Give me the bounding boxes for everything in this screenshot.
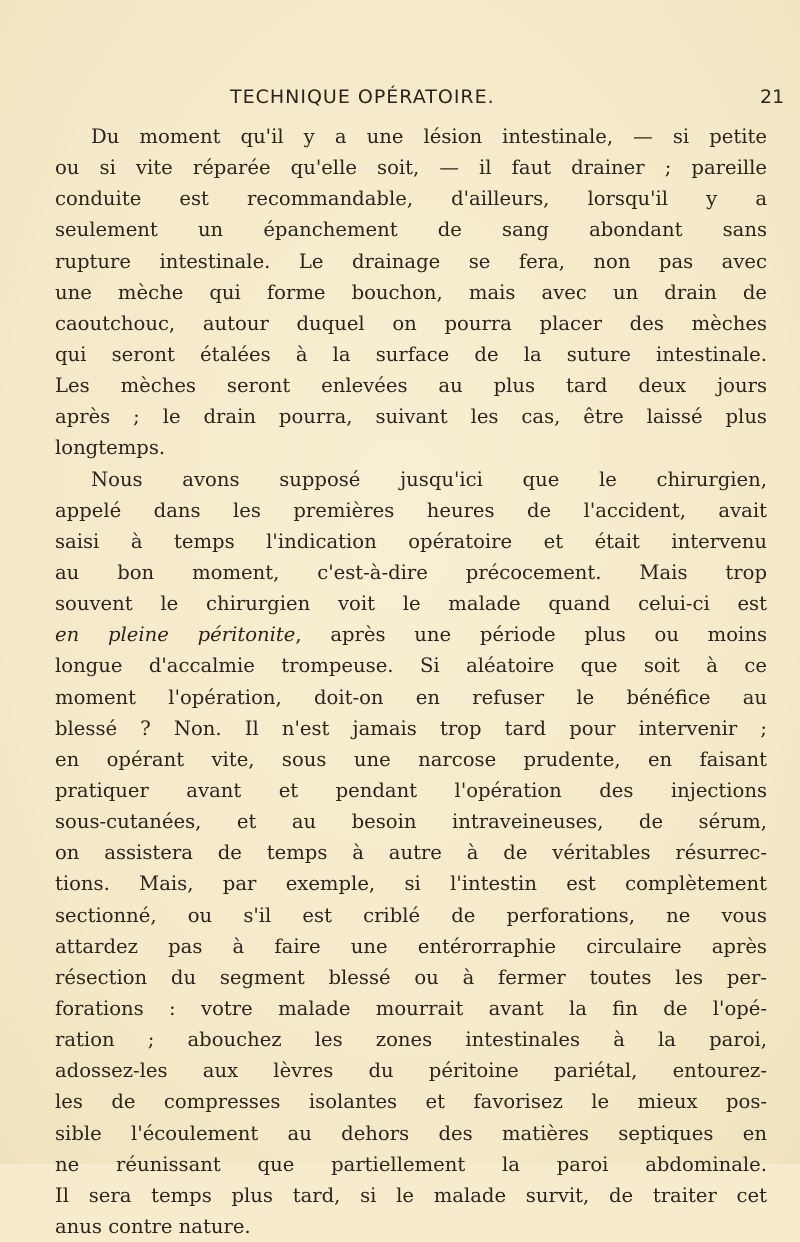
text-line: forations : votre malade mourrait avant la fin de l'opé-	[55, 996, 767, 1020]
text-line: souvent le chirurgien voit le malade quand celui-ci est	[55, 592, 767, 616]
text-line: au bon moment, c'est-à-dire précocement. Mais trop	[55, 560, 767, 584]
text-line: sous-cutanées, et au besoin intraveineuses, de sérum,	[55, 810, 767, 834]
text-line: appelé dans les premières heures de l'accident, avait	[55, 498, 767, 522]
text-line: Il sera temps plus tard, si le malade survit, de traiter cet	[55, 1183, 767, 1207]
page-number: 21	[760, 86, 785, 108]
text-line: seulement un épanchement de sang abondant sans	[55, 218, 767, 242]
text-line: on assistera de temps à autre à de véritables résurrec-	[55, 841, 767, 865]
text-line: attardez pas à faire une entérorraphie circulaire après	[55, 934, 767, 958]
text-line: tions. Mais, par exemple, si l'intestin est complètement	[55, 872, 767, 896]
text-line: sible l'écoulement au dehors des matières septiques en	[55, 1121, 767, 1145]
text-line: saisi à temps l'indication opératoire et était intervenu	[55, 529, 767, 553]
text-line: ou si vite réparée qu'elle soit, — il faut drainer ; pareille	[55, 156, 767, 180]
text-line: caoutchouc, autour duquel on pourra placer des mèches	[55, 311, 767, 335]
text-line: moment l'opération, doit-on en refuser le bénéfice au	[55, 685, 767, 709]
text-fragment: , après une période plus ou moins	[295, 623, 767, 647]
running-title: TECHNIQUE OPÉRATOIRE.	[230, 86, 495, 108]
text-line: sectionné, ou s'il est criblé de perforations, ne vous	[55, 903, 767, 927]
text-line: pratiquer avant et pendant l'opération des injections	[55, 778, 767, 802]
text-line: blessé ? Non. Il n'est jamais trop tard pour intervenir ;	[55, 716, 767, 740]
page-header	[230, 86, 790, 116]
text-line: Du moment qu'il y a une lésion intestinale, — si petite	[91, 125, 767, 148]
text-line: résection du segment blessé ou à fermer toutes les per-	[55, 965, 767, 989]
text-line: longtemps.	[55, 436, 166, 460]
text-line: rupture intestinale. Le drainage se fera, non pas avec	[55, 249, 767, 273]
text-line: les de compresses isolantes et favorisez le mieux pos-	[55, 1090, 767, 1114]
text-line: qui seront étalées à la surface de la suture intestinale.	[55, 342, 767, 366]
text-line: une mèche qui forme bouchon, mais avec un drain de	[55, 280, 767, 304]
text-line-mixed	[55, 619, 767, 650]
text-line: en opérant vite, sous une narcose prudente, en faisant	[55, 747, 767, 771]
body-text	[55, 121, 767, 1242]
text-line: Nous avons supposé jusqu'ici que le chirurgien,	[91, 467, 767, 491]
text-line: ne réunissant que partiellement la paroi abdominale.	[55, 1152, 767, 1176]
text-line: ration ; abouchez les zones intestinales à la paroi,	[55, 1028, 767, 1052]
text-line: adossez-les aux lèvres du péritoine pariétal, entourez-	[55, 1059, 767, 1083]
text-line: anus contre nature.	[55, 1214, 251, 1238]
text-line: après ; le drain pourra, suivant les cas, être laissé plus	[55, 405, 767, 429]
italic-phrase: en pleine péritonite	[55, 623, 296, 647]
text-line: Les mèches seront enlevées au plus tard deux jours	[55, 374, 767, 398]
text-line: longue d'accalmie trompeuse. Si aléatoire que soit à ce	[55, 654, 767, 678]
text-line: conduite est recommandable, d'ailleurs, lorsqu'il y a	[55, 187, 767, 211]
